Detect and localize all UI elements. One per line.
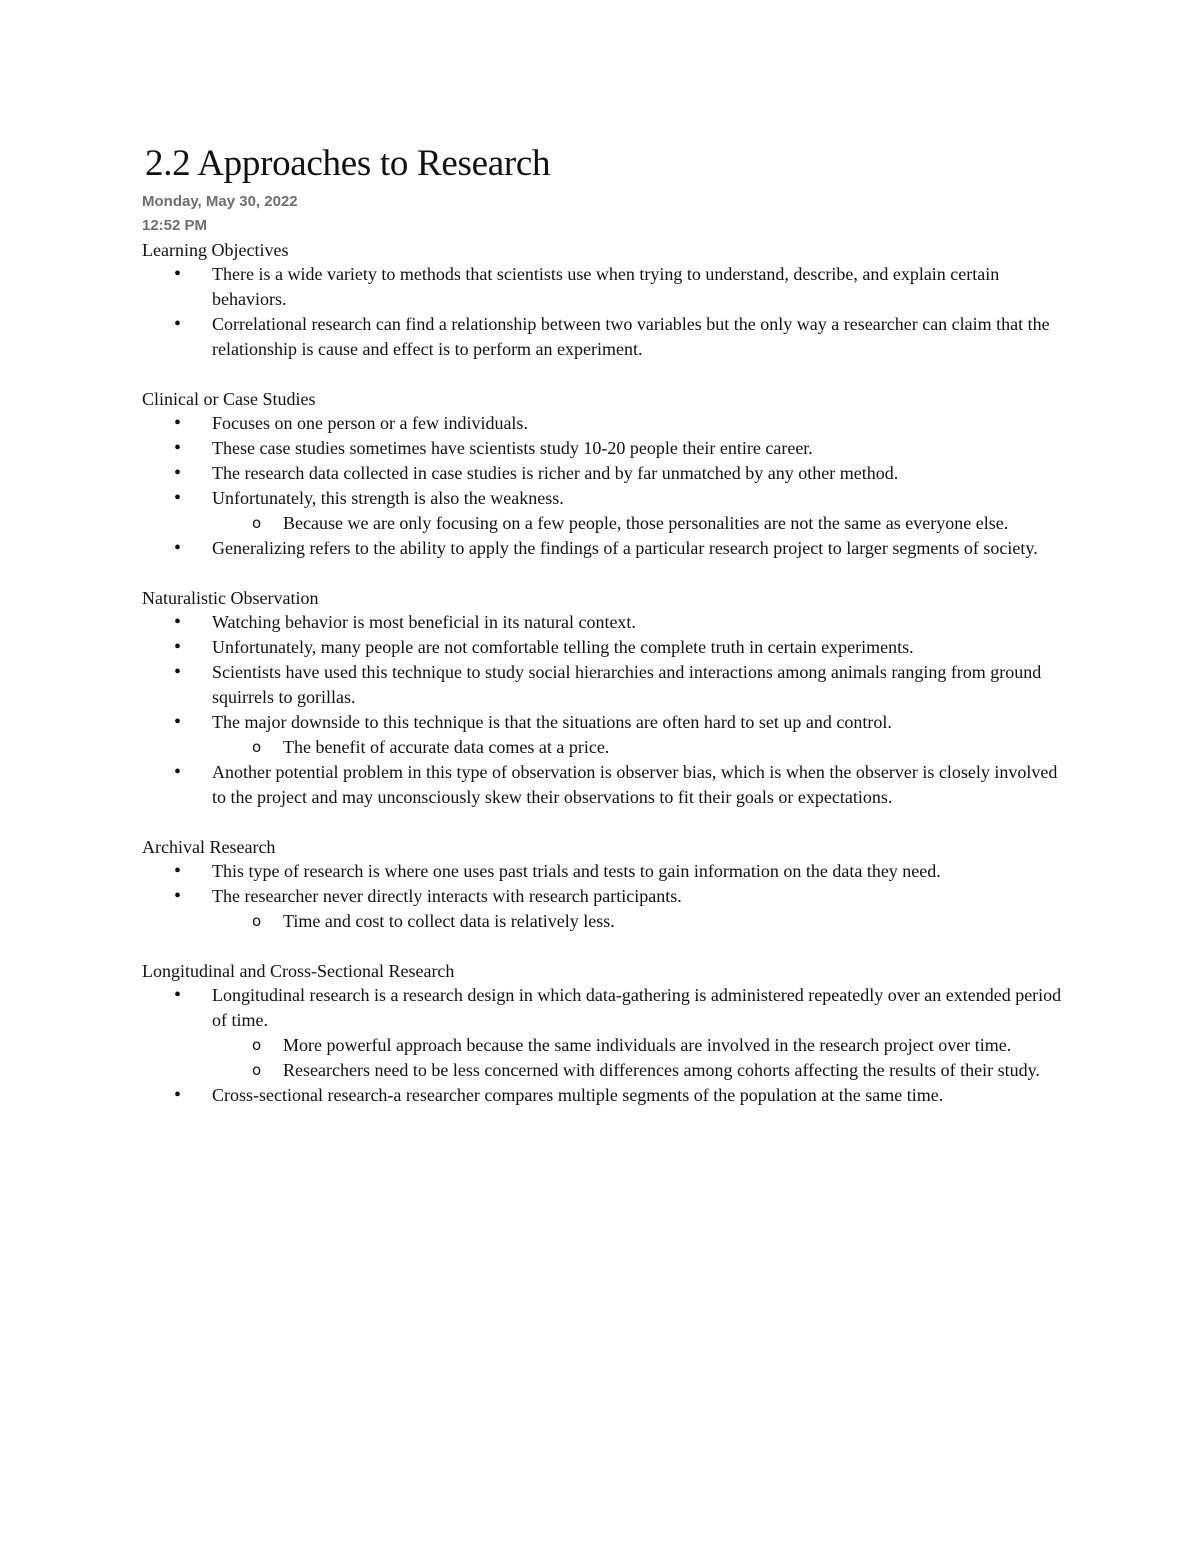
section <box>142 387 1072 561</box>
sub-list-item-text: Researchers need to be less concerned with differences among cohorts affecting the results of their study. <box>283 1060 1040 1080</box>
bullet-list <box>142 859 1072 934</box>
sub-bullet-list <box>212 909 1072 934</box>
bullet-list <box>142 411 1072 561</box>
page-title: 2.2 Approaches to Research <box>145 143 551 184</box>
section-heading: Naturalistic Observation <box>142 588 319 608</box>
list-item <box>142 411 1072 436</box>
circle-bullet-icon: o <box>252 912 262 930</box>
list-item-text: Scientists have used this technique to study social hierarchies and interactions among animals ranging from ground squirrels to gorillas. <box>212 662 1042 707</box>
list-item-text: Cross-sectional research-a researcher compares multiple segments of the population at the same time. <box>212 1085 944 1105</box>
list-item-text: Watching behavior is most beneficial in its natural context. <box>212 612 636 632</box>
sub-list-item-text: More powerful approach because the same individuals are involved in the research project over time. <box>283 1035 1012 1055</box>
list-item-text: Generalizing refers to the ability to apply the findings of a particular research project to larger segments of society. <box>212 538 1038 558</box>
circle-bullet-icon: o <box>252 1061 262 1079</box>
circle-bullet-icon: o <box>252 1036 262 1054</box>
bullet-icon: • <box>174 661 182 683</box>
bullet-icon: • <box>174 984 182 1006</box>
bullet-icon: • <box>174 313 182 335</box>
sub-list-item <box>212 511 1072 536</box>
bullet-icon: • <box>174 636 182 658</box>
circle-bullet-icon: o <box>252 514 262 532</box>
sub-list-item-text: Because we are only focusing on a few people, those personalities are not the same as everyone else. <box>283 513 1009 533</box>
section-heading: Archival Research <box>142 837 276 857</box>
list-item <box>142 461 1072 486</box>
list-item <box>142 610 1072 635</box>
bullet-icon: • <box>174 711 182 733</box>
bullet-icon: • <box>174 487 182 509</box>
list-item <box>142 660 1072 710</box>
list-item-text: Another potential problem in this type of observation is observer bias, which is when the observer is closely involved to the project and may unconsciously skew their observations to fit their goals or expectations. <box>212 762 1058 807</box>
list-item-text: This type of research is where one uses past trials and tests to gain information on the data they need. <box>212 861 941 881</box>
sub-bullet-list <box>212 735 1072 760</box>
list-item-text: Longitudinal research is a research design in which data-gathering is administered repeatedly over an extended period of time. <box>212 985 1062 1030</box>
sub-list-item-text: The benefit of accurate data comes at a price. <box>283 737 610 757</box>
note-time: 12:52 PM <box>142 217 208 234</box>
list-item <box>142 1083 1072 1108</box>
sub-list-item-text: Time and cost to collect data is relatively less. <box>283 911 615 931</box>
list-item <box>142 436 1072 461</box>
bullet-icon: • <box>174 537 182 559</box>
bullet-list <box>142 262 1072 362</box>
list-item <box>142 486 1072 536</box>
list-item <box>142 710 1072 760</box>
bullet-icon: • <box>174 412 182 434</box>
bullet-icon: • <box>174 761 182 783</box>
note-page <box>142 138 1072 1108</box>
section <box>142 586 1072 810</box>
bullet-icon: • <box>174 437 182 459</box>
list-item-text: Unfortunately, many people are not comfortable telling the complete truth in certain experiments. <box>212 637 914 657</box>
bullet-list <box>142 610 1072 810</box>
bullet-icon: • <box>174 1084 182 1106</box>
list-item-text: There is a wide variety to methods that scientists use when trying to understand, describe, and explain certain behaviors. <box>212 264 1000 309</box>
section <box>142 959 1072 1108</box>
sub-list-item <box>212 735 1072 760</box>
sub-bullet-list <box>212 1033 1072 1083</box>
sub-list-item <box>212 1033 1072 1058</box>
circle-bullet-icon: o <box>252 738 262 756</box>
bullet-icon: • <box>174 885 182 907</box>
section-heading: Longitudinal and Cross-Sectional Research <box>142 961 455 981</box>
section-heading: Clinical or Case Studies <box>142 389 316 409</box>
list-item <box>142 760 1072 810</box>
section-heading: Learning Objectives <box>142 240 289 260</box>
list-item-text: These case studies sometimes have scientists study 10-20 people their entire career. <box>212 438 813 458</box>
list-item <box>142 635 1072 660</box>
bullet-icon: • <box>174 611 182 633</box>
section <box>142 835 1072 934</box>
sub-list-item <box>212 1058 1072 1083</box>
list-item <box>142 859 1072 884</box>
note-body <box>142 238 1072 1108</box>
list-item-text: The major downside to this technique is that the situations are often hard to set up and control. <box>212 712 892 732</box>
note-date: Monday, May 30, 2022 <box>142 193 298 210</box>
list-item-text: The research data collected in case studies is richer and by far unmatched by any other method. <box>212 463 899 483</box>
list-item <box>142 262 1072 312</box>
bullet-icon: • <box>174 860 182 882</box>
list-item-text: The researcher never directly interacts with research participants. <box>212 886 682 906</box>
sub-bullet-list <box>212 511 1072 536</box>
bullet-list <box>142 983 1072 1108</box>
list-item <box>142 983 1072 1083</box>
list-item <box>142 312 1072 362</box>
list-item <box>142 884 1072 934</box>
list-item <box>142 536 1072 561</box>
bullet-icon: • <box>174 462 182 484</box>
bullet-icon: • <box>174 263 182 285</box>
section <box>142 238 1072 362</box>
list-item-text: Correlational research can find a relationship between two variables but the only way a researcher can claim that the relationship is cause and effect is to perform an experiment. <box>212 314 1050 359</box>
sub-list-item <box>212 909 1072 934</box>
list-item-text: Unfortunately, this strength is also the weakness. <box>212 488 564 508</box>
list-item-text: Focuses on one person or a few individuals. <box>212 413 528 433</box>
